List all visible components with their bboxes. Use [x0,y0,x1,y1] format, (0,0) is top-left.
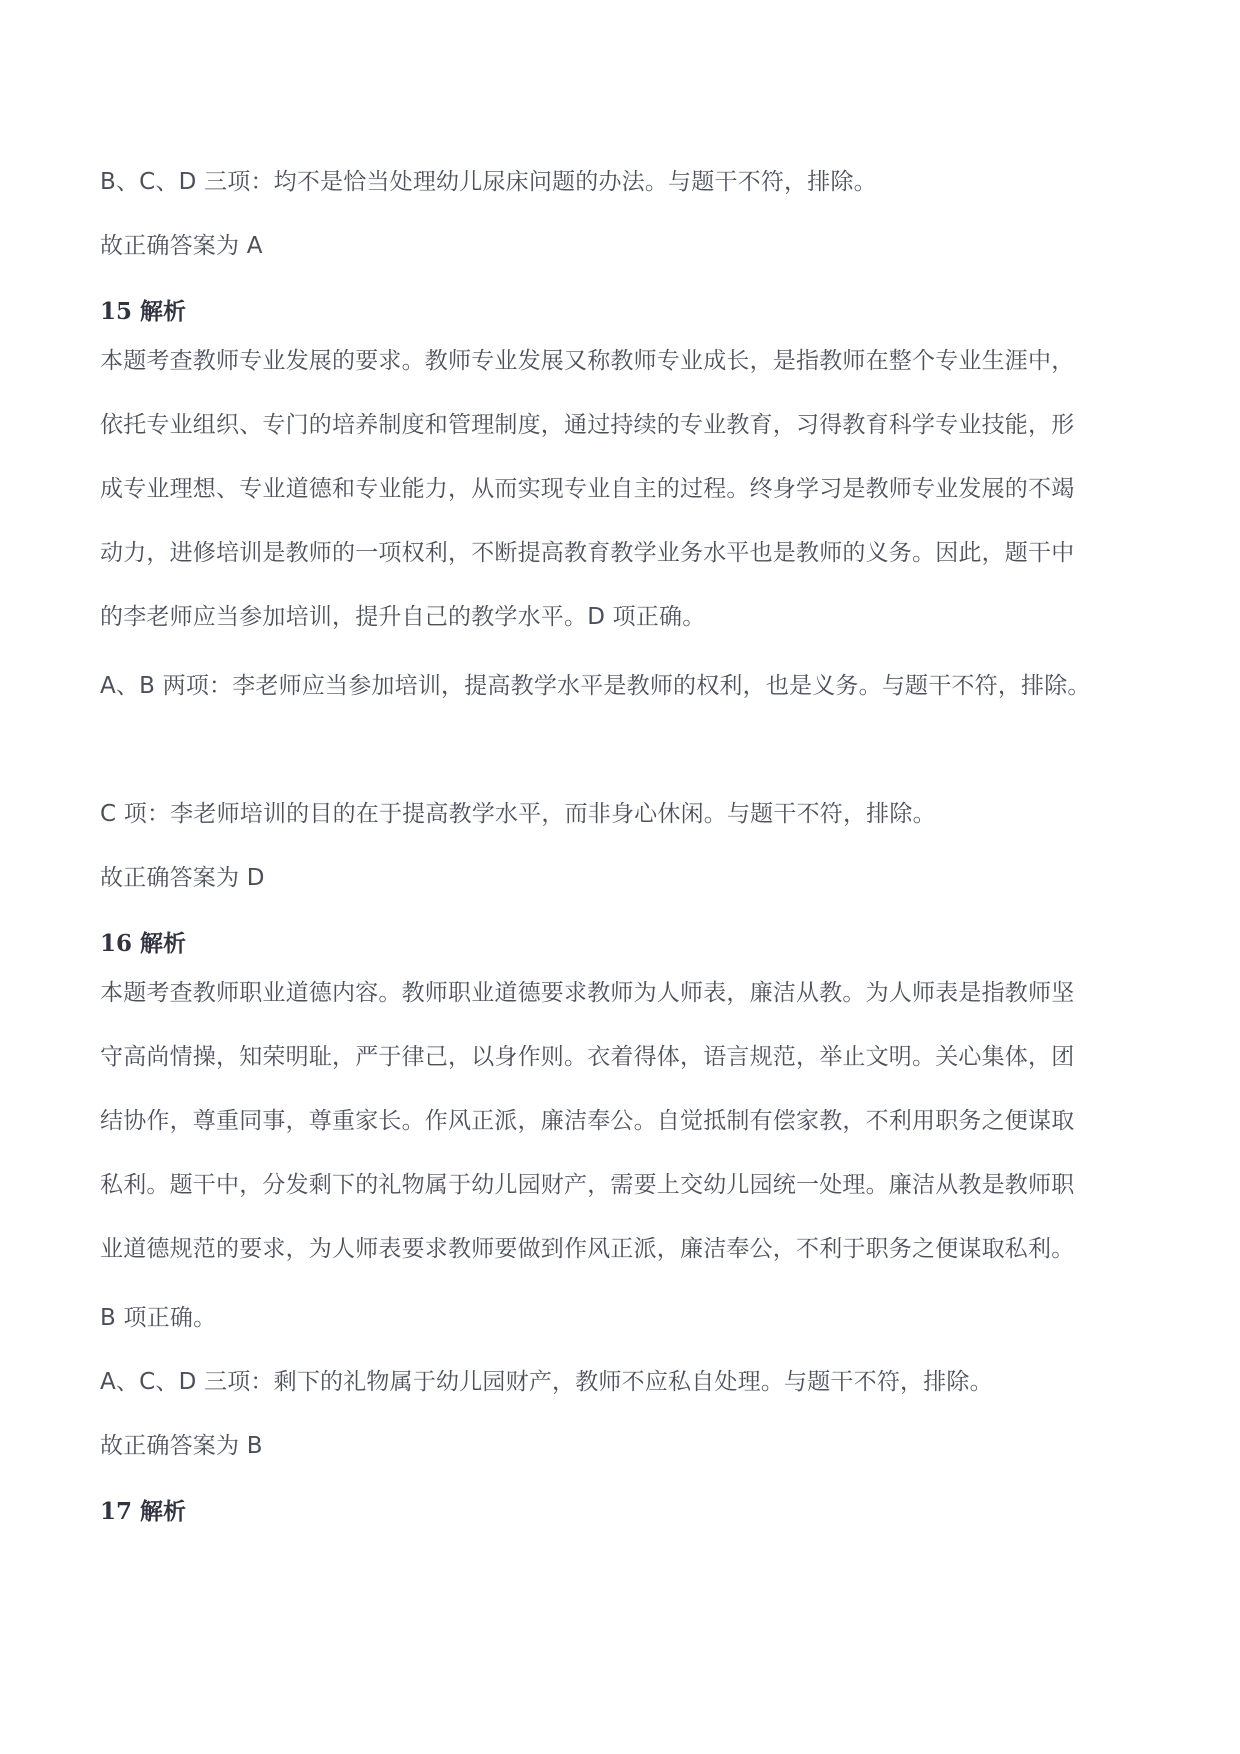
q17-heading: 17 解析 [100,1498,187,1525]
q15-paragraph-line-1: 本题考查教师专业发展的要求。教师专业发展又称教师专业成长，是指教师在整个专业生涯中， [100,348,1075,374]
q15-paragraph-line-3: 成专业理想、专业道德和专业能力，从而实现专业自主的过程。终身学习是教师专业发展的不竭 [100,476,1075,502]
q15-option-ab-explanation: A、B 两项：李老师应当参加培训，提高教学水平是教师的权利，也是义务。与题干不符，排除。 [100,673,1091,699]
q16-paragraph-line-5: 业道德规范的要求，为人师表要求教师要做到作风正派，廉洁奉公，不利于职务之便谋取私利。 [100,1236,1075,1262]
q16-paragraph-line-6: B 项正确。 [100,1305,217,1331]
q15-option-c-explanation: C 项：李老师培训的目的在于提高教学水平，而非身心休闲。与题干不符，排除。 [100,801,936,827]
q15-paragraph-line-4: 动力，进修培训是教师的一项权利，不断提高教育教学业务水平也是教师的义务。因此，题干中 [100,540,1075,566]
q16-paragraph-line-4: 私利。题干中，分发剩下的礼物属于幼儿园财产，需要上交幼儿园统一处理。廉洁从教是教师职 [100,1172,1075,1198]
q14-option-bcd-explanation: B、C、D 三项：均不是恰当处理幼儿尿床问题的办法。与题干不符，排除。 [100,169,877,195]
q15-heading: 15 解析 [100,298,187,325]
q15-answer: 故正确答案为 D [100,865,265,891]
q16-paragraph-line-2: 守高尚情操，知荣明耻，严于律己，以身作则。衣着得体，语言规范，举止文明。关心集体，团 [100,1044,1075,1070]
q16-paragraph-line-1: 本题考查教师职业道德内容。教师职业道德要求教师为人师表，廉洁从教。为人师表是指教师坚 [100,980,1075,1006]
q15-paragraph-line-2: 依托专业组织、专门的培养制度和管理制度，通过持续的专业教育，习得教育科学专业技能，形 [100,412,1075,438]
q16-answer: 故正确答案为 B [100,1433,263,1459]
q16-option-acd-explanation: A、C、D 三项：剩下的礼物属于幼儿园财产，教师不应私自处理。与题干不符，排除。 [100,1369,993,1395]
q14-answer: 故正确答案为 A [100,233,263,259]
q15-paragraph-line-5: 的李老师应当参加培训，提升自己的教学水平。D 项正确。 [100,604,706,630]
q16-paragraph-line-3: 结协作，尊重同事，尊重家长。作风正派，廉洁奉公。自觉抵制有偿家教，不利用职务之便谋取 [100,1108,1075,1134]
q16-heading: 16 解析 [100,930,187,957]
